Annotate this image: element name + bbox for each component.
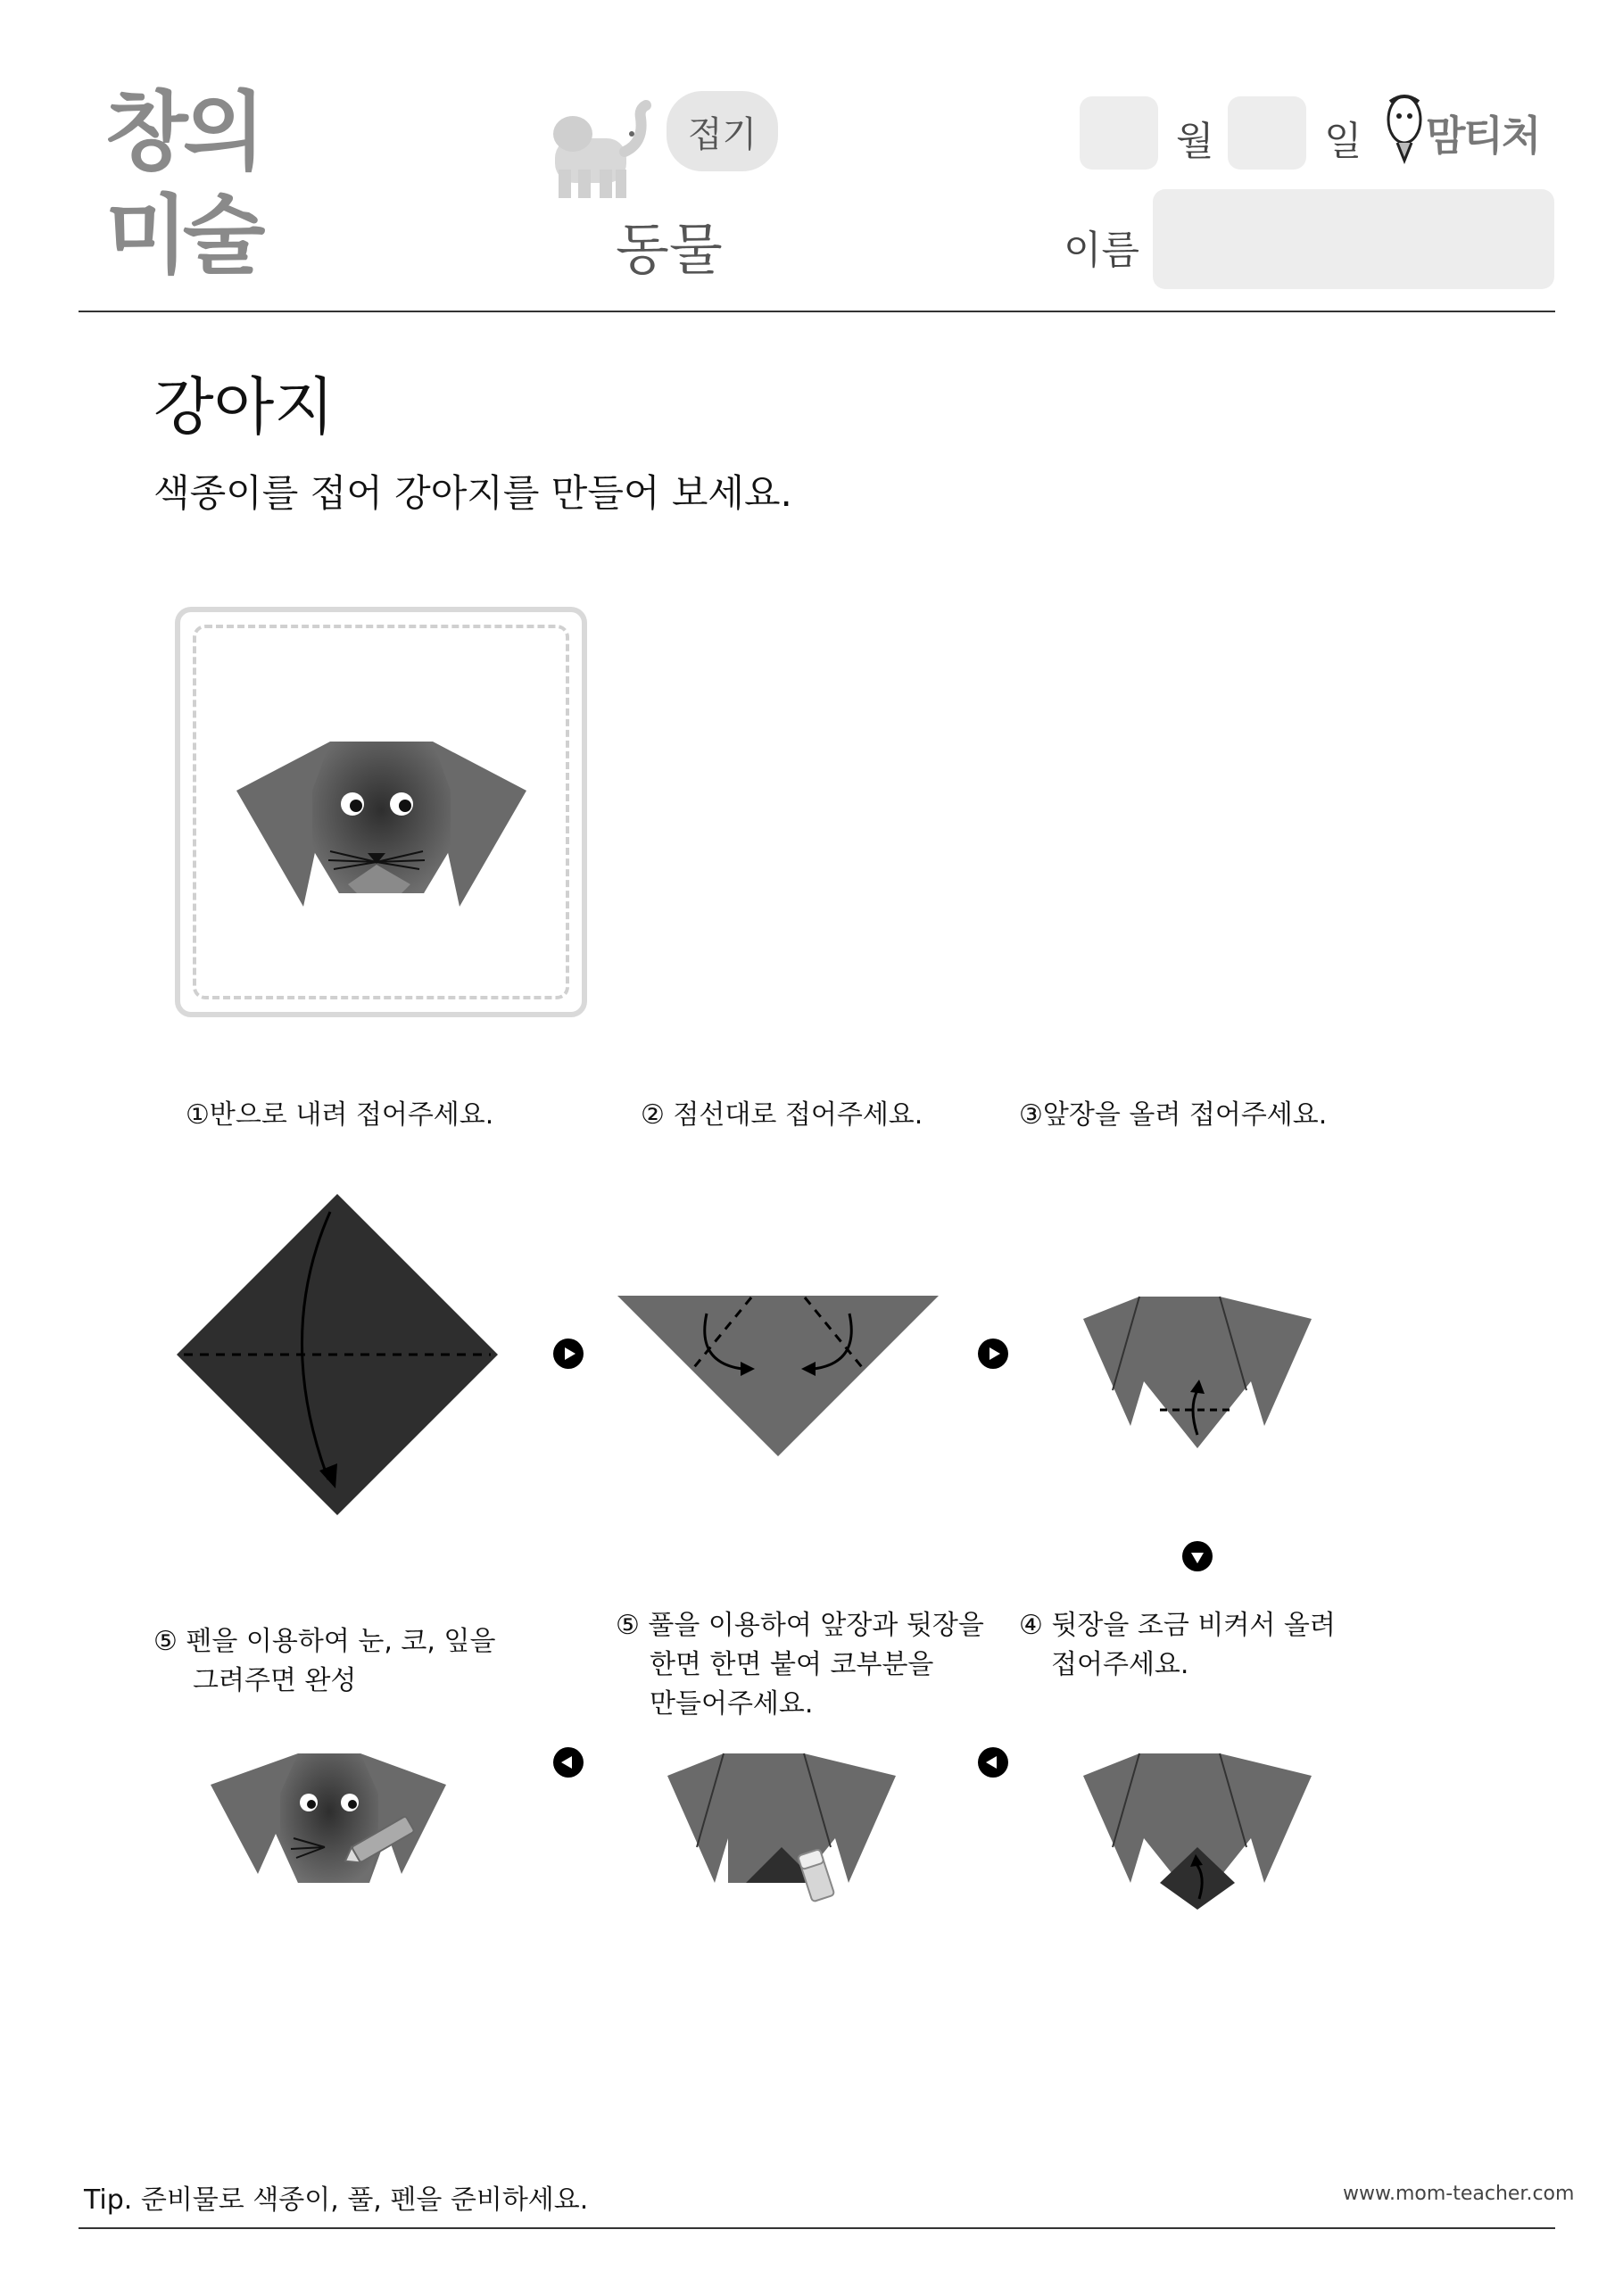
category-label: 동물	[616, 217, 723, 282]
subject-badge	[546, 89, 787, 205]
step-4-diagram	[1081, 1749, 1313, 1910]
day-label: 일	[1324, 119, 1362, 164]
month-input[interactable]	[1080, 96, 1158, 170]
arrow-down-icon	[1182, 1541, 1213, 1571]
arrow-left-icon	[553, 1747, 584, 1778]
footer-divider	[79, 2227, 1555, 2229]
step-6-diagram	[209, 1749, 468, 1927]
pencil-mascot-icon	[1385, 93, 1426, 164]
arrow-right-icon	[553, 1339, 584, 1369]
step-5-label: ⑤ 풀을 이용하여 앞장과 뒷장을 한면 한면 붙여 코부분을 만들어주세요.	[616, 1610, 984, 1720]
footer-tip: Tip. 준비물로 색종이, 풀, 펜을 준비하세요.	[84, 2184, 589, 2216]
elephant-icon	[546, 98, 653, 205]
step-3-diagram	[1081, 1292, 1313, 1453]
dog-face-illustration	[232, 737, 535, 924]
step-2-label: ② 점선대로 접어주세요.	[641, 1099, 923, 1131]
step-1-label: ①반으로 내려 접어주세요.	[186, 1099, 494, 1131]
subject-tag: 접기	[667, 91, 778, 171]
finished-preview-frame	[175, 607, 587, 1017]
month-label: 월	[1176, 119, 1214, 164]
name-input[interactable]	[1153, 189, 1554, 289]
step-5-diagram	[666, 1749, 907, 1927]
footer-url[interactable]: www.mom-teacher.com	[1343, 2183, 1575, 2205]
logo	[105, 82, 284, 294]
instruction: 색종이를 접어 강아지를 만들어 보세요.	[153, 471, 792, 515]
step-4-label: ④ 뒷장을 조금 비켜서 올려 접어주세요.	[1019, 1610, 1336, 1680]
day-input[interactable]	[1228, 96, 1306, 170]
logo-line-2: 미술	[105, 186, 261, 286]
name-label: 이름	[1064, 228, 1140, 273]
logo-line-1: 창의	[105, 82, 261, 182]
brand-logo	[1385, 93, 1554, 164]
brand-name: 맘티처	[1426, 112, 1540, 160]
step-6-label: ⑤ 펜을 이용하여 눈, 코, 잎을 그려주면 완성	[153, 1626, 496, 1696]
header-divider	[79, 311, 1555, 312]
step-1-diagram	[177, 1194, 498, 1515]
step-2-diagram	[617, 1296, 939, 1456]
arrow-left-icon	[978, 1747, 1008, 1778]
glue-stick-icon	[798, 1849, 834, 1902]
step-3-label: ③앞장을 올려 접어주세요.	[1019, 1099, 1328, 1131]
arrow-right-icon	[978, 1339, 1008, 1369]
page-title: 강아지	[153, 370, 335, 443]
